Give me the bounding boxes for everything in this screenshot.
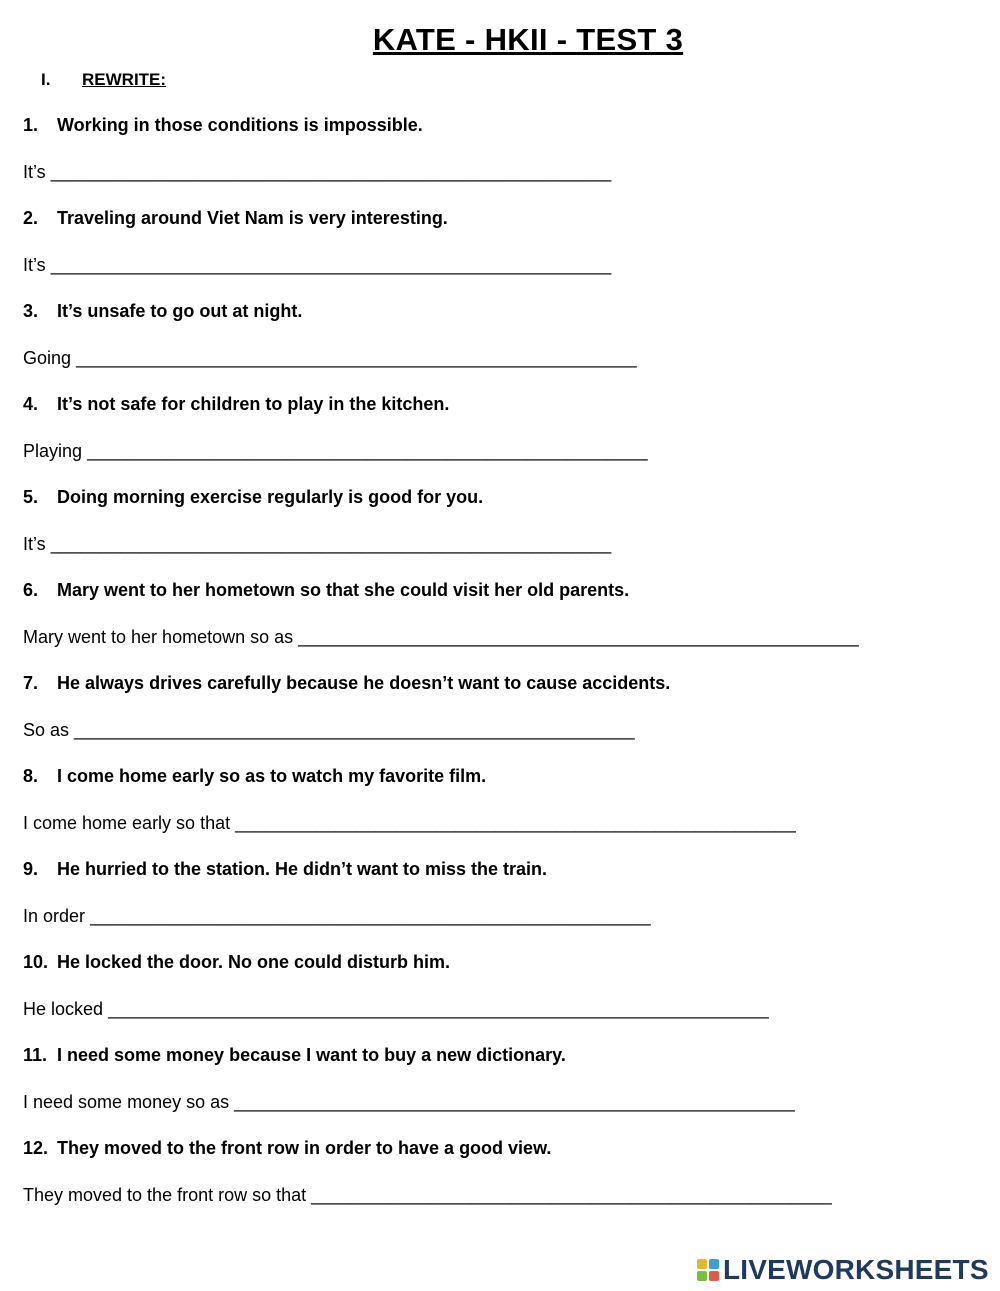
question-number: 12. [23,1138,49,1158]
question-8 [23,766,486,787]
question-5 [23,487,483,508]
question-1 [23,115,423,136]
question-12 [23,1138,551,1159]
question-4 [23,394,449,415]
answer-1 [23,162,611,183]
question-9 [23,859,547,880]
question-number: 5. [23,487,39,507]
question-number: 4. [23,394,39,414]
question-text: He always drives carefully because he doesn’t want to cause accidents. [57,673,671,693]
question-text: He locked the door. No one could disturb him. [57,952,451,972]
section-header [41,70,166,90]
answer-blank[interactable]: ________________________________________________________ [235,813,796,833]
question-11 [23,1045,566,1066]
question-2 [23,208,448,229]
section-number: I. [41,70,51,89]
question-number: 9. [23,859,39,879]
question-text: Doing morning exercise regularly is good for you. [57,487,484,507]
liveworksheets-logo-icon [697,1259,719,1281]
answer-prompt: Mary went to her hometown so as [23,627,294,647]
page-title: KATE - HKII - TEST 3 [372,22,684,57]
question-number: 8. [23,766,39,786]
answer-blank[interactable]: ________________________________________________________ [298,627,859,647]
answer-blank[interactable]: ________________________________________________________ [74,720,635,740]
logo-tile [697,1271,707,1281]
brand-name: LIVEWORKSHEETS [723,1254,989,1285]
answer-prompt: It’s [23,534,46,554]
logo-tile [709,1259,719,1269]
answer-11 [23,1092,795,1113]
question-text: I come home early so as to watch my favorite film. [57,766,487,786]
answer-4 [23,441,648,462]
answer-6 [23,627,859,648]
answer-blank[interactable]: ____________________________________________________ [311,1185,832,1205]
question-text: Mary went to her hometown so that she could visit her old parents. [57,580,630,600]
footer-logo [697,1254,989,1286]
question-text: Traveling around Viet Nam is very interesting. [57,208,448,228]
answer-prompt: Playing [23,441,83,461]
answer-prompt: It’s [23,162,46,182]
question-text: He hurried to the station. He didn’t want to miss the train. [57,859,548,879]
question-text: It’s not safe for children to play in the kitchen. [57,394,450,414]
question-6 [23,580,629,601]
answer-prompt: I need some money so as [23,1092,230,1112]
answer-prompt: I come home early so that [23,813,231,833]
answer-prompt: Going [23,348,72,368]
answer-blank[interactable]: ________________________________________________________ [50,534,612,554]
answer-prompt: They moved to the front row so that [23,1185,307,1205]
answer-blank[interactable]: ________________________________________________________ [90,906,651,926]
question-10 [23,952,450,973]
question-3 [23,301,302,322]
answer-5 [23,534,611,555]
logo-tile [697,1259,707,1269]
question-number: 7. [23,673,39,693]
question-number: 6. [23,580,39,600]
section-heading: REWRITE: [82,70,167,89]
answer-3 [23,348,637,369]
question-number: 3. [23,301,39,321]
answer-8 [23,813,796,834]
question-number: 1. [23,115,39,135]
answer-blank[interactable]: ________________________________________________________ [234,1092,795,1112]
answer-7 [23,720,635,741]
answer-2 [23,255,611,276]
answer-prompt: So as [23,720,70,740]
question-number: 10. [23,952,49,972]
answer-prompt: He locked [23,999,104,1019]
answer-prompt: It’s [23,255,46,275]
question-text: I need some money because I want to buy a new dictionary. [57,1045,566,1065]
answer-blank[interactable]: ________________________________________________________ [76,348,637,368]
answer-10 [23,999,769,1020]
answer-blank[interactable]: __________________________________________________________________ [108,999,769,1019]
answer-blank[interactable]: ________________________________________________________ [50,162,612,182]
answer-9 [23,906,651,927]
answer-blank[interactable]: ________________________________________________________ [50,255,612,275]
logo-tile [709,1271,719,1281]
question-text: Working in those conditions is impossible. [57,115,423,135]
question-7 [23,673,670,694]
question-number: 11. [23,1045,48,1065]
answer-prompt: In order [23,906,86,926]
question-number: 2. [23,208,39,228]
answer-blank[interactable]: ________________________________________________________ [87,441,648,461]
question-text: It’s unsafe to go out at night. [57,301,303,321]
question-text: They moved to the front row in order to have a good view. [57,1138,552,1158]
answer-12 [23,1185,832,1206]
